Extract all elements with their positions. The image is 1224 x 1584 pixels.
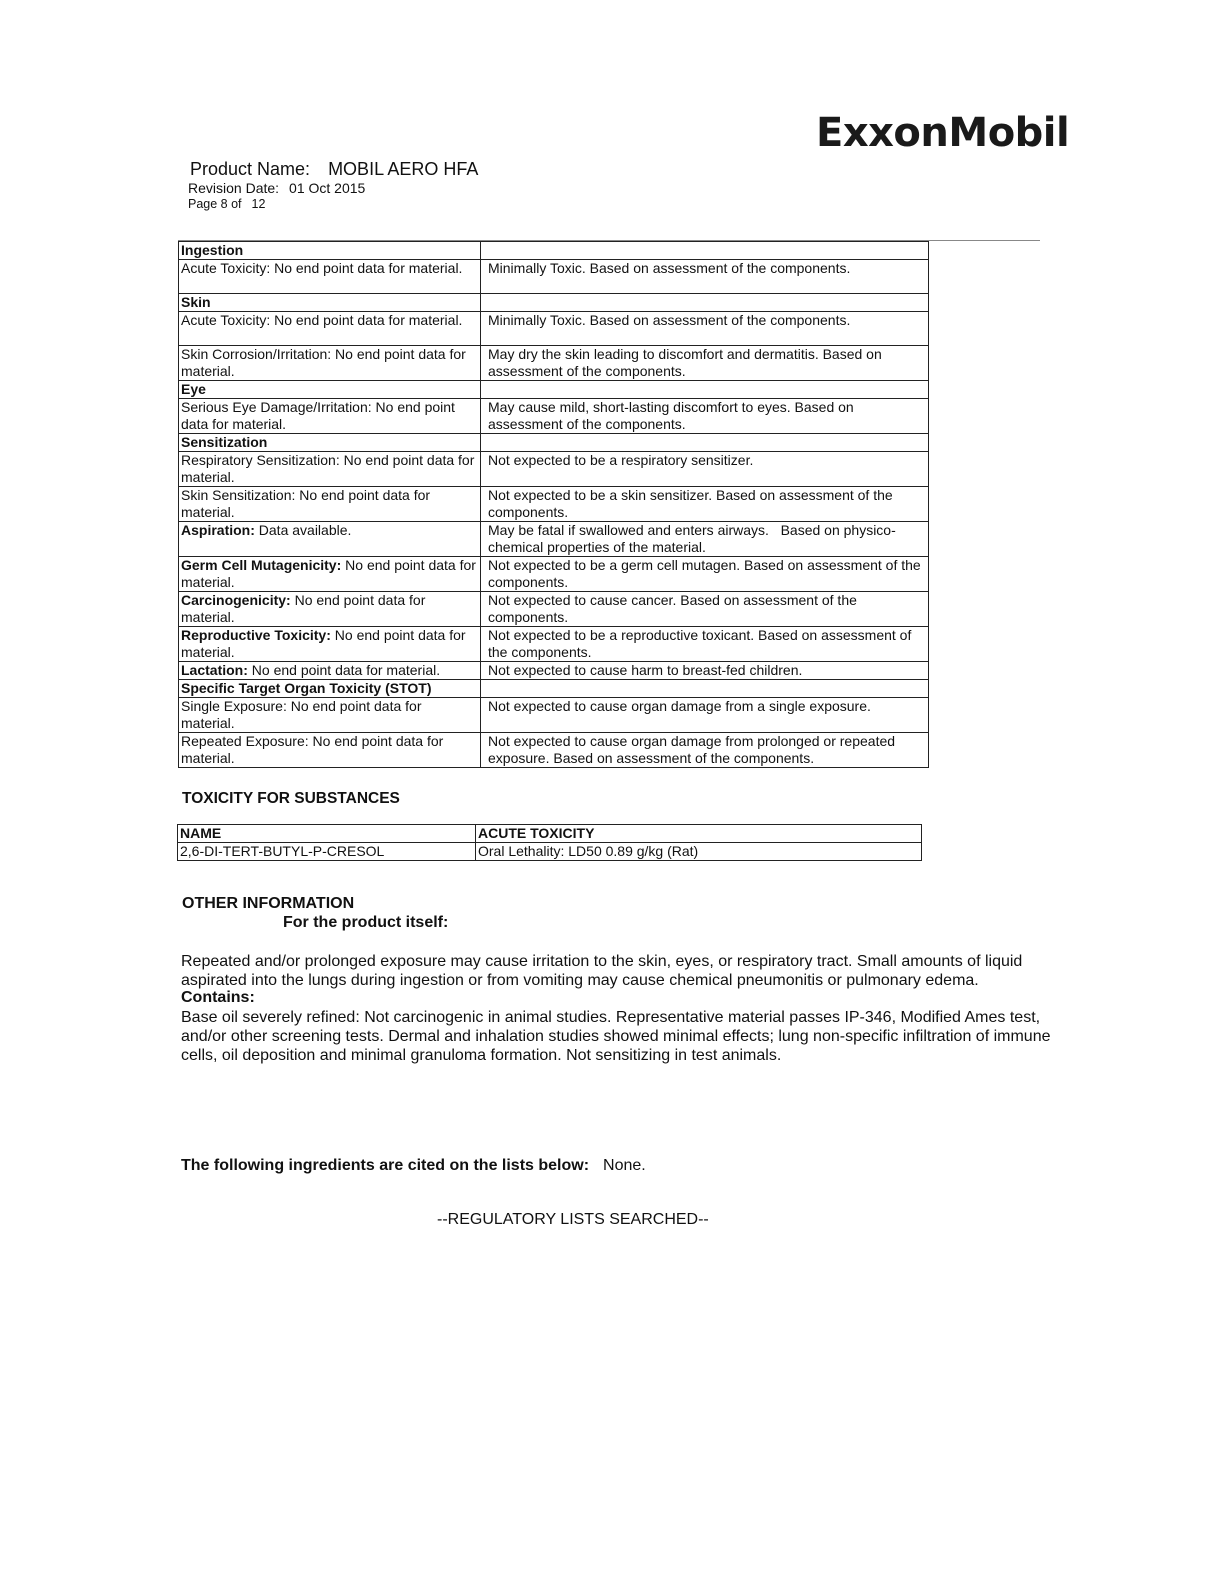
assessment-cell: Not expected to be a skin sensitizer. Based on assessment of the components.: [481, 487, 929, 522]
ingredients-cited-value: None.: [603, 1157, 646, 1174]
table-row: [179, 487, 929, 522]
substances-header-toxicity: ACUTE TOXICITY: [476, 825, 922, 843]
table-row: [179, 312, 929, 346]
endpoint-cell: [179, 346, 481, 381]
table-row: [179, 627, 929, 662]
endpoint-cell: [179, 487, 481, 522]
table-section-row: [179, 680, 929, 698]
table-row: [179, 522, 929, 557]
assessment-cell: Not expected to be a germ cell mutagen. Based on assessment of the components.: [481, 557, 929, 592]
product-name: [190, 159, 478, 180]
table-row: [179, 399, 929, 434]
regulatory-lists-heading: --REGULATORY LISTS SEARCHED--: [437, 1211, 709, 1228]
assessment-cell: [481, 680, 929, 698]
table-section-row: [179, 294, 929, 312]
endpoint-cell: [179, 662, 481, 680]
assessment-cell: Minimally Toxic. Based on assessment of the components.: [481, 312, 929, 346]
endpoint-text: Respiratory Sensitization: No end point data for material.: [181, 452, 479, 485]
endpoint-label: Aspiration:: [181, 522, 255, 538]
endpoint-cell: [179, 452, 481, 487]
table-row: [178, 843, 922, 861]
other-information-paragraph: Repeated and/or prolonged exposure may cause irritation to the skin, eyes, or respiratory tract. Small amounts of liquid aspirated into the lungs during ingestion or from vomiting may cause chemical pneumonitis or pulmonary edema.: [181, 953, 1023, 989]
endpoint-text: Single Exposure: No end point data for material.: [181, 698, 426, 731]
endpoint-cell: [179, 522, 481, 557]
substance-name: 2,6-DI-TERT-BUTYL-P-CRESOL: [178, 843, 476, 861]
revision-date: [188, 180, 365, 196]
other-information-title: OTHER INFORMATION: [182, 895, 355, 912]
assessment-cell: Minimally Toxic. Based on assessment of the components.: [481, 260, 929, 294]
endpoint-text: Acute Toxicity: No end point data for material.: [181, 260, 463, 276]
assessment-cell: May be fatal if swallowed and enters airways. Based on physico-chemical properties of the material.: [481, 522, 929, 557]
table-row: [179, 662, 929, 680]
endpoint-text: No end point data for material.: [247, 662, 441, 678]
table-row: [179, 260, 929, 294]
substances-table: [177, 824, 922, 861]
product-name-label: Product Name:: [190, 159, 311, 179]
endpoint-cell: [179, 260, 481, 294]
assessment-cell: May cause mild, short-lasting discomfort to eyes. Based on assessment of the components.: [481, 399, 929, 434]
assessment-cell: [481, 434, 929, 452]
assessment-cell: [481, 294, 929, 312]
assessment-cell: Not expected to cause organ damage from a single exposure.: [481, 698, 929, 733]
endpoint-text: Acute Toxicity: No end point data for material.: [181, 312, 463, 328]
endpoint-text: Data available.: [254, 522, 352, 538]
exxonmobil-logo: ExxonMobil: [816, 110, 1070, 156]
endpoint-text: No end point data for material.: [181, 627, 470, 660]
table-section-row: [179, 434, 929, 452]
assessment-cell: Not expected to be a respiratory sensitizer.: [481, 452, 929, 487]
revision-date-value: 01 Oct 2015: [289, 180, 366, 196]
assessment-cell: [481, 381, 929, 399]
assessment-cell: Not expected to cause cancer. Based on assessment of the components.: [481, 592, 929, 627]
endpoint-cell: [179, 627, 481, 662]
endpoint-text: No end point data for material.: [181, 592, 430, 625]
table-row: [179, 557, 929, 592]
table-row: [179, 346, 929, 381]
substance-toxicity: Oral Lethality: LD50 0.89 g/kg (Rat): [476, 843, 922, 861]
endpoint-cell: [179, 399, 481, 434]
endpoint-text: Skin Corrosion/Irritation: No end point data for material.: [181, 346, 470, 379]
section-heading: Sensitization: [179, 434, 481, 452]
assessment-cell: Not expected to cause harm to breast-fed children.: [481, 662, 929, 680]
endpoint-label: Lactation:: [181, 662, 248, 678]
table-row: [179, 698, 929, 733]
revision-date-label: Revision Date:: [188, 180, 280, 196]
endpoint-cell: [179, 557, 481, 592]
table-section-row: [179, 381, 929, 399]
table-row: [179, 733, 929, 768]
assessment-cell: Not expected to cause organ damage from prolonged or repeated exposure. Based on assessment of the components.: [481, 733, 929, 768]
section-heading: Specific Target Organ Toxicity (STOT): [179, 680, 481, 698]
contains-label: Contains:: [181, 989, 255, 1006]
section-heading: Ingestion: [179, 242, 481, 260]
product-name-value: MOBIL AERO HFA: [328, 159, 479, 179]
table-row: [179, 452, 929, 487]
table-section-row: [179, 242, 929, 260]
page-number-total: 12: [251, 197, 266, 211]
endpoint-label: Carcinogenicity:: [181, 592, 291, 608]
endpoint-label: Germ Cell Mutagenicity:: [181, 557, 342, 573]
section-heading: Skin: [179, 294, 481, 312]
substances-title: TOXICITY FOR SUBSTANCES: [182, 790, 400, 807]
assessment-cell: Not expected to be a reproductive toxicant. Based on assessment of the components.: [481, 627, 929, 662]
assessment-cell: May dry the skin leading to discomfort and dermatitis. Based on assessment of the components.: [481, 346, 929, 381]
ingredients-cited-label: The following ingredients are cited on the lists below:: [181, 1157, 590, 1174]
endpoint-cell: [179, 698, 481, 733]
endpoint-text: No end point data for material.: [181, 557, 480, 590]
table-row: [179, 592, 929, 627]
other-information-subtitle: For the product itself:: [283, 914, 449, 931]
section-heading: Eye: [179, 381, 481, 399]
substances-header-row: [178, 825, 922, 843]
endpoint-cell: [179, 592, 481, 627]
assessment-cell: [481, 242, 929, 260]
ingredients-cited: [181, 1157, 646, 1175]
endpoint-cell: [179, 312, 481, 346]
endpoint-text: Serious Eye Damage/Irritation: No end point data for material.: [181, 399, 459, 432]
endpoint-text: Repeated Exposure: No end point data for material.: [181, 733, 448, 766]
endpoint-text: Skin Sensitization: No end point data for material.: [181, 487, 434, 520]
toxicity-table: [178, 241, 929, 768]
contains-paragraph: Base oil severely refined: Not carcinogenic in animal studies. Representative material passes IP-346, Modified Ames test, and/or other screening tests. Dermal and inhalation studies showed minimal effects; lung non-specific infiltration of immune cells, oil deposition and minimal granuloma formation. Not sensitizing in test animals.: [181, 1009, 1051, 1064]
page-number: [188, 197, 265, 211]
page-number-label: Page 8 of: [188, 197, 242, 211]
endpoint-label: Reproductive Toxicity:: [181, 627, 331, 643]
endpoint-cell: [179, 733, 481, 768]
substances-header-name: NAME: [178, 825, 476, 843]
